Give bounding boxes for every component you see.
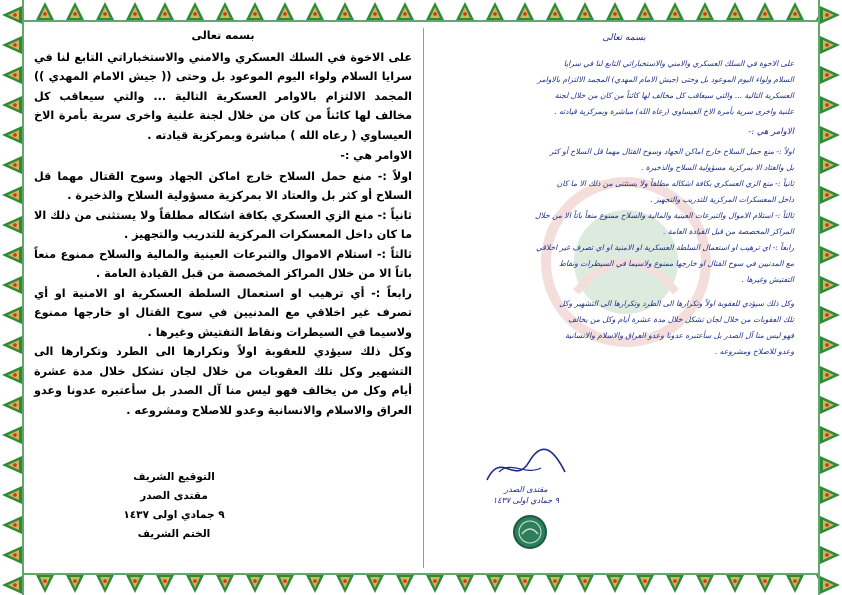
panel-divider — [423, 28, 424, 568]
typed-closing: وكل ذلك سيؤدي للعقوبة اولاً وتكرارها الى الطرد وتكرارها الى التشهير وكل تلك العقوبات من خلال لجان تشكل خلال مدة عشرة أيام وكل من يخالف فهو ليس منا آل الصدر بل سأعتبره عدونا وعدو العراق والاسلام والانسانية وعدو للاصلاح ومشروعه . — [34, 345, 412, 417]
handwritten-signature-date: ٩ جمادي اولى ١٤٣٧ — [492, 496, 560, 505]
handwritten-order-line: التفتيش وغيرها . — [741, 275, 794, 284]
handwritten-order-line: ثانياً :- منع الزي العسكري بكافة اشكاله مطلقاً ولا يستثنى من ذلك الا ما كان — [556, 179, 794, 188]
typed-order-4: رابعاً :- أي ترهيب او استعمال السلطة العسكرية او الامنية او أي تصرف غير اخلاقي مع المدنيين في سوح القتال او خارجها ممنوع ولاسيما في السيطرات ونقاط التفتيش وغيرها . — [34, 286, 412, 339]
handwritten-order-line: داخل المعسكرات المركزية للتدريب والتجهيز . — [650, 195, 794, 204]
decorative-border-top — [0, 0, 842, 22]
typed-intro: على الاخوة في السلك العسكري والامني والاستخباراتي التابع لنا في سرايا السلام ولواء اليوم الموعود بل وحتى (( جيش الامام المهدي )) المجمد الالتزام بالاوامر العسكرية التالية ... والتي سيعاقب كل مخالف لها كائناً من كان من خلال لجنة علنية واخرى سرية بأمرة الاخ العيساوي ( رعاه الله ) مباشرة وبمركزية قيادته . — [34, 50, 412, 142]
handwritten-order-line: مع المدنيين في سوح القتال او خارجها ممنوع ولاسيما في السيطرات ونقاط — [558, 259, 794, 268]
typed-title: بسمه تعالى — [191, 29, 255, 42]
handwritten-closing-line: وعدو للاصلاح ومشروعه . — [714, 347, 794, 356]
handwritten-order-line: ثالثاً :- استلام الاموال والتبرعات العينية والمالية والسلاح ممنوع منعاً باتاً الا من خلال — [535, 211, 794, 220]
handwritten-closing-line: وكل ذلك سيؤدي للعقوبة اولاً وتكرارها الى الطرد وتكرارها الى التشهير وكل — [559, 299, 794, 308]
official-seal-icon — [512, 514, 548, 550]
decorative-border-left — [0, 0, 24, 595]
decorative-border-right — [818, 0, 842, 595]
typed-letter-panel — [24, 22, 422, 573]
handwritten-line: العسكرية التالية ... والتي سيعاقب كل مخالف لها كائناً من كان من خلال لجنة — [554, 91, 794, 100]
typed-order-2: ثانياً :- منع الزي العسكري بكافة اشكاله مطلقاً ولا يستثنى من ذلك الا ما كان داخل المعسكرات المركزية للتدريب والتجهيز . — [34, 208, 412, 241]
handwritten-letter-panel — [426, 22, 818, 573]
typed-signature-block — [104, 468, 244, 544]
typed-order-3: ثالثاً :- استلام الاموال والتبرعات العينية والمالية والسلاح ممنوع منعاً باتاً الا من خلال المراكز المخصصة من قبل القيادة العامة . — [34, 247, 412, 280]
typed-signature-name: مقتدى الصدر — [140, 490, 208, 502]
typed-signature-label: التوقيع الشريف — [133, 471, 215, 483]
typed-signature-seal: الختم الشريف — [137, 528, 211, 540]
handwritten-order-line: رابعاً :- اي ترهيب او استعمال السلطة العسكرية او الامنية او اي تصرف غير اخلاقي — [535, 243, 794, 252]
typed-orders-heading: الاوامر هي :- — [340, 149, 412, 162]
typed-letter-body — [34, 26, 412, 420]
handwritten-order-line: اولاً :- منع حمل السلاح خارج اماكن الجهاد وسوح القتال مهما قل السلاح أو كثر — [549, 147, 794, 156]
typed-order-1: اولاً :- منع حمل السلاح خارج اماكن الجهاد وسوح القتال مهما قل السلاح أو كثر بل والعتاد الا بمركزية مسؤولية السلاح والذخيرة . — [34, 169, 412, 202]
handwritten-letter-body — [454, 30, 794, 360]
handwritten-signature-name: مقتدى الصدر — [504, 485, 548, 494]
decorative-border-bottom — [0, 573, 842, 595]
handwritten-title: بسمه تعالى — [602, 33, 646, 43]
handwritten-line: على الاخوة في السلك العسكري والامني والاستخباراتي التابع لنا في سرايا — [563, 59, 794, 68]
handwritten-line: السلام ولواء اليوم الموعود بل وحتى (جيش الامام المهدي) المجمد الالتزام بالاوامر — [537, 75, 794, 84]
handwritten-closing-line: تلك العقوبات من خلال لجان تشكل خلال مدة عشرة أيام وكل من يخالف — [568, 315, 794, 324]
handwritten-closing-line: فهو ليس منا آل الصدر بل سأعتبره عدونا وعدو العراق والاسلام والانسانية — [565, 331, 794, 340]
handwritten-signature-block — [476, 484, 576, 506]
handwritten-order-line: المراكز المخصصة من قبل القيادة العامة . — [662, 227, 794, 236]
handwritten-line: علنية واخرى سرية بأمرة الاخ العيساوي (رعاه الله) مباشرة وبمركزية قيادته . — [554, 107, 794, 116]
typed-signature-date: ٩ جمادي اولى ١٤٣٧ — [123, 509, 225, 521]
handwritten-order-line: بل والعتاد الا بمركزية مسؤولية السلاح والذخيرة . — [640, 163, 794, 172]
handwritten-orders-heading: الاوامر هي :- — [748, 127, 794, 137]
